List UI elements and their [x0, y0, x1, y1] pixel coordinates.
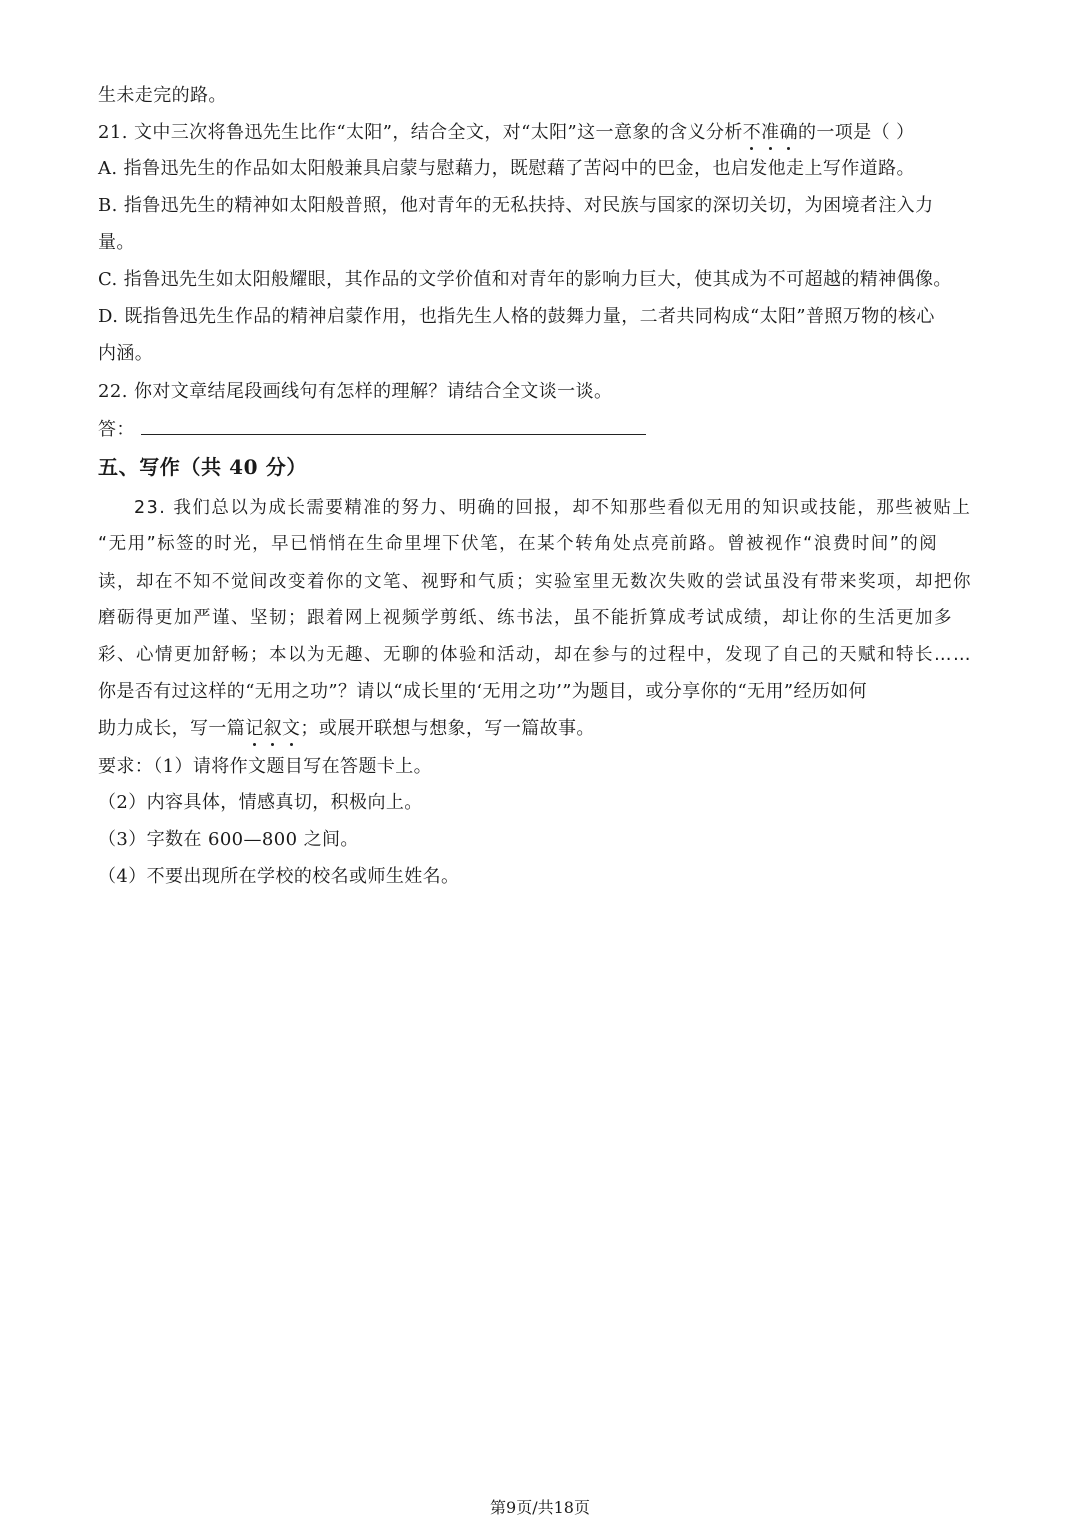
- question-21-option-d: D. 既指鲁迅先生作品的精神启蒙作用，也指先生人格的鼓舞力量，二者共同构成“太阳”普照万物的核心: [98, 306, 935, 327]
- question-21-stem: [98, 121, 915, 145]
- question-23-line: 磨砺得更加严谨、坚韧；跟着网上视频学剪纸、练书法，虽不能折算成考试成绩，却让你的生活更加多: [98, 608, 953, 628]
- question-23-line: 读，却在不知不觉间改变着你的文笔、视野和气质；实验室里无数次失败的尝试虽没有带来奖项，却把你: [98, 572, 972, 592]
- question-21-option-c: C. 指鲁迅先生如太阳般耀眼，其作品的文学价值和对青年的影响力巨大，使其成为不可超越的精神偶像。: [98, 269, 952, 290]
- question-21-option-a: A. 指鲁迅先生的作品如太阳般兼具启蒙与慰藉力，既慰藉了苦闷中的巴金，也启发他走上写作道路。: [98, 158, 915, 179]
- question-23-line: “无用”标签的时光，早已悄悄在生命里埋下伏笔，在某个转角处点亮前路。曾被视作“浪费时间”的阅: [98, 534, 939, 554]
- requirement-3: （3）字数在 600—800 之间。: [98, 829, 359, 850]
- requirement-2: （2）内容具体，情感真切，积极向上。: [98, 792, 423, 813]
- question-23-line: 彩、心情更加舒畅；本以为无趣、无聊的体验和活动，却在参与的过程中，发现了自己的天赋和特长……: [98, 645, 972, 665]
- question-21-option-b-cont: 量。: [98, 232, 135, 253]
- question-21-option-b: B. 指鲁迅先生的精神如太阳般普照，他对青年的无私扶持、对民族与国家的深切关切，为困境者注入力: [98, 195, 934, 216]
- question-21-option-d-cont: 内涵。: [98, 343, 154, 364]
- question-23-line-text: 助力成长，写一篇: [98, 718, 246, 739]
- emphasis-char: 不: [742, 122, 762, 143]
- question-22-answer-row: [98, 417, 646, 442]
- question-23-line: 你是否有过这样的“无用之功”？请以“成长里的‘无用之功’”为题目，或分享你的“无用”经历如何: [98, 681, 868, 702]
- question-22-stem: 22. 你对文章结尾段画线句有怎样的理解？请结合全文谈一谈。: [98, 381, 613, 402]
- question-23-line: [98, 717, 595, 741]
- emphasis-char: 叙: [263, 718, 283, 739]
- continued-text-line: 生未走完的路。: [98, 85, 227, 106]
- emphasis-char: 确: [779, 122, 798, 143]
- page-number-footer: 第9页/共18页: [490, 1498, 590, 1517]
- answer-blank-line[interactable]: [141, 417, 646, 435]
- emphasis-char: 记: [245, 718, 264, 739]
- requirement-4: （4）不要出现所在学校的校名或师生姓名。: [98, 866, 460, 887]
- answer-label: 答：: [98, 419, 135, 440]
- requirement-1: 要求：（1）请将作文题目写在答题卡上。: [98, 756, 433, 777]
- question-23-line: 23. 我们总以为成长需要精准的努力、明确的回报，却不知那些看似无用的知识或技能，那些被贴上: [134, 498, 972, 518]
- question-21-stem-tail: 的一项是（ ）: [797, 122, 915, 143]
- question-21-stem-text: 21. 文中三次将鲁迅先生比作“太阳”，结合全文，对“太阳”这一意象的含义分析: [98, 122, 743, 143]
- emphasis-char: 准: [761, 122, 780, 143]
- section-heading-writing: 五、写作（共 40 分）: [98, 455, 307, 479]
- question-23-line-tail: ；或展开联想与想象，写一篇故事。: [300, 718, 595, 739]
- emphasis-char: 文: [282, 718, 301, 739]
